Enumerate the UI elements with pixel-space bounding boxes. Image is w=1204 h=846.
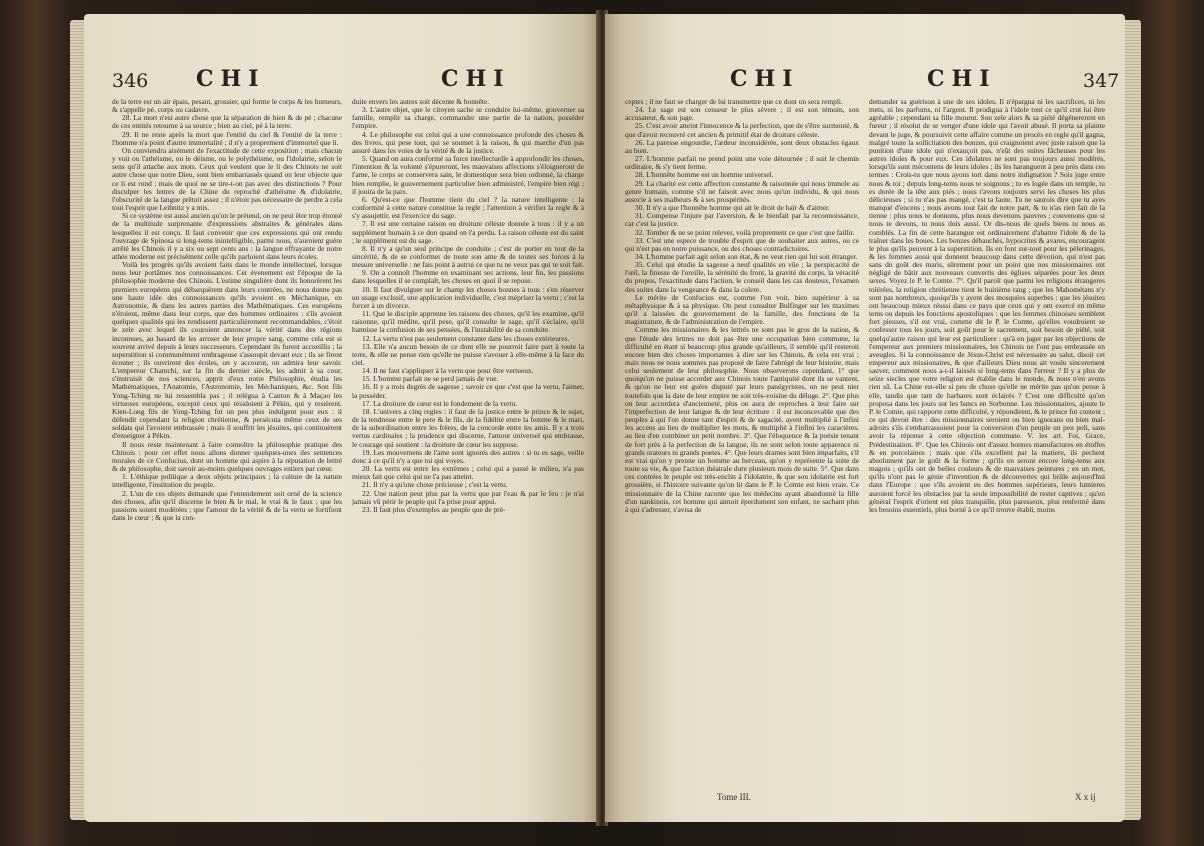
paragraph: 21. Il n'y a qu'une chose précieuse ; c'est la vertu. xyxy=(362,480,508,490)
paragraph: 32. Tomber & ne se point relever, voilà proprement ce que c'est que faillir. xyxy=(635,227,855,237)
paragraph: 22. Une nation peut plus par la vertu que par l'eau & par le feu : je n'ai jamais vû périr le peuple qui l'a prise pour appui. xyxy=(352,488,584,506)
paragraph: 18. L'univers a cinq regles : il faut de la justice entre le prince & le sujet, de la tendresse entre le pere & le fils, de la fidélité entre la femme & le mari, de la subordination entre les frères, de la concorde entre les amis. Il y a trois vertus cardinales ; la prudence qui discerne, l'amour universel qui embrasse, le courage qui soutient : la droiture de cœur les suppose. xyxy=(352,406,584,449)
paragraph: 9. On a connoît l'homme en examinant ses actions, leur fin, les passions dans lesquelles il se complaît, les choses en quoi il se repose. xyxy=(352,268,584,286)
right-page-column-1 xyxy=(625,98,859,788)
paragraph: 3. L'autre objet, que le citoyen sache se conduire lui-même, gouverner sa famille, remplir sa charge, commander une partie de la nation, posséder l'empire. xyxy=(352,105,584,131)
right-header-word-1: CHI xyxy=(730,66,800,92)
paragraph: 25. C'est avoir atteint l'innocence & la perfection, que de s'être surmonté, & que d'avoir recouvré cet ancien & primitif état de droiture céleste. xyxy=(625,121,859,139)
paragraph: 35. Celui qui étudie la sagesse a neuf qualités en vûe ; la perspicacité de l'œil, la finesse de l'oreille, la sérénité du front, la gravité du corps, la véracité du propos, l'exactitude dans l'action, le conseil dans les cas douteux, l'examen des suites dans la vengeance & dans la colere. xyxy=(625,260,859,294)
paragraph: duite envers les autres soit décente & honnête. xyxy=(352,98,490,106)
paragraph: 30. Il n'y a que l'honnête homme qui ait le droit de haïr & d'aimer. xyxy=(635,203,830,213)
paragraph: 27. L'homme parfait ne prend point une voie détournée ; il suit le chemin ordinaire, & s'y tient ferme. xyxy=(625,154,859,172)
paragraph: 24. Le sage est son censeur le plus sévere ; il est son témoin, son accusateur, & son juge. xyxy=(625,105,859,123)
paragraph: demander sa guérison à une de ses idoles. Il n'épargna ni les sacrifices, ni les mets, ni les parfums, ni l'argent. Il prodigua à l'idole tout ce qu'il crut lui être agréable ; cependant sa fille mourut. Son zele alors & sa piété dégénererent en fureur ; il résolut de se venger d'une idole qui l'avoit abusé. Il porta sa plainte devant le juge, & poursuivit cette affaire comme un procès en regle qu'il gagna, malgré toute la sollicitation des bonzes, qui craignoient avec juste raison que la punition d'une idole qui n'exauçoit pas, n'eût des suites fâcheuses pour les autres idoles & pour eux. Ces idolatres ne sont pas toujours aussi modérés, lorsqu'ils sont mécontens de leurs idoles ; ils les haranguent à peu près dans ces termes : Crois-tu que nous ayons tort dans notre indignation ? Sois juge entre nous & toi ; depuis long-tems nous te soignons ; tu es logée dans un temple, tu es dorée de la tête aux piés ; nous t'avons toujours servi les choses les plus délicieuses ; si tu n'as pas mangé, c'est ta faute. Tu ne saurois dire que tu ayes manqué d'encens ; nous avons tout fait de notre part, & tu n'as rien fait de la tienne : plus nous te donnons, plus nous devenons pauvres ; convenons que si nous te devons, tu nous dois aussi. Or dis-nous de quels biens tu nous as comblés. La fin de cette harangue est ordinairement d'abattre l'idole & de la traîner dans les boues. Les bonzes débauchés, hypocrites & avares, encouragent le plus qu'ils peuvent à la superstition. Ils en font sur-tout pour les pélerinages, & les femmes aussi qui donnent beaucoup dans cette dévotion, qui n'est pas sans du goût des maris, sûrement pour un point que nos missionnaires ont négligé de bâtir aux nouveaux convertis des églises séparées pour les deux sexes. Voyez le P. le Comte. 7°. Qu'il paroît que parmi les religions étrangeres tolérées, la religion chrétienne tient le huitième rang ; que les Mahométans n'y sont pas nombreux, quoiqu'ils y ayent des mosquées superbes : que les jésuites ont beaucoup mieux réussi dans ce pays que ceux qui y ont exercé en même tems ou depuis les fonctions apostoliques : que les femmes chinoises semblent fort pieuses, s'il est vrai, comme dit le P. le Comte, qu'elles voudroient se confesser tous les jours, soit goût pour le sacrement, soit besoin de piété, soit quelqu'autre raison qui leur est particuliere : qu'à en juger par les objections de l'empereur aux premiers missionnaires, les Chinois ne l'ont pas embrassée en aveugles. Si la connoissance de Jésus-Christ est nécessaire au salut, disoit cet empereur aux missionaires, & que d'ailleurs Dieu nous ait voulu sincerement sauver, comment nous a-t-il laissés si long-tems dans l'erreur ? Il y a plus de seize siecles que votre religion est établie dans le monde, & nous n'en avons rien sû. La Chine est-elle si peu de chose qu'elle ne mérite pas qu'on pense à elle, tandis que tant de barbares sont éclairés ? C'est une difficulté qu'on proposa dans les jours sur les bancs en Sorbonne. Les missionnaires, ajoute le P. le Comte, qui rapporte cette difficulté, y répondirent, & le prince fut content ; ce qui devoit être : des missionnaires seroient ou bien ignorans ou bien mal-adroits s'ils s'embarrassoient pour la conversion d'un peuple un peu poli, sans avoir la réponse à cette objection commune. V. les art. Foi, Grace, Prédestination. 8°. Que les Chinois ont d'assez bonnes manufactures en étoffes & en porcelaines ; mais que s'ils excellent par la matiere, ils pechent absolument par le goût & la forme ; qu'ils en seront encore long-tems aux magots ; qu'ils ont de belles couleurs & de mauvaises peintures ; en un mot, qu'ils n'ont pas le génie d'invention & de découvertes qui brille aujourd'hui dans l'Europe : que s'ils avoient eu des hommes supérieurs, leurs lumieres auroient forcé les obstacles par la seule impossibilité de rester captives ; qu'en général l'esprit d'orient est plus tranquille, plus paresseux, plus renfermé dans les besoins essentiels, plus borné à ce qu'il trouve établi, moins xyxy=(869,98,1105,514)
paragraph: ceptes ; il ne faut se charger de lui transmettre que ce dont on sera rempli. xyxy=(625,98,843,106)
paragraph: Comme les missionaires & les lettrés ne sont pas le gros de la nation, & que l'étude des lettres ne doit pas être une occupation bien commune, la difficulté en étant si beaucoup plus grande qu'ailleurs, il semble qu'il resteroit encore bien des choses importantes à dire sur les Chinois, & cela est vrai ; mais nous ne nous sommes pas proposé de faire l'abrégé de leur histoire, mais celui seulement de leur philosophie. Nous observerons cependant, 1° que quoiqu'on ne puisse accorder aux Chinois toute l'antiquité dont ils se vantent, & qu'on ne leur est guère disputé par leurs panégyristes, on ne peut nier toutefois que la date de leur empire ne soit très-voisine du déluge. 2°. Que plus on leur accordera d'ancienneté, plus on aura de reproches à leur faire sur l'imperfection de leur langue & de leur écriture : il est inconcevable que des peuples à qui l'on donne tant d'esprit & de sagacité, ayent multiplié à l'infini les accens au lieu de multiplier les mots, & multiplié à l'infini les caractères, au lieu d'en combiner un petit nombre. 3°. Que l'éloquence & la poésie tenant de fort près à la perfection de la langue, ils ne sont selon toute apparence ni grands orateurs ni grands poetes. 4°. Que leurs drames sont bien imparfaits, s'il est vrai qu'on y prenne un homme au berceau, qu'on y représente la suite de toute sa vie, & que l'action théatrale dure plusieurs mois de suite. 5°. Que dans ces contrées le peuple est très-enclin à l'idolatrie, & que son idolatrie est fort grossière, si l'histoire suivante qu'on lit dans le P. le Comte est bien vraie. Ce missionnaire de la Chine raconte que les médecins ayant abandonné la fille d'un nankinois, cet homme qui aimoit éperdument son enfant, ne sachant plus à qui s'adresser, s'avisa de xyxy=(625,325,859,514)
left-header-word-1: CHI xyxy=(196,66,266,92)
left-page-number: 346 xyxy=(112,70,149,92)
paragraph: 4. Le philosophe est celui qui a une connoissance profonde des choses & des livres, qui pese tout, qui se soumet à la raison, & qui marche d'un pas assuré dans les voies de la vérité & de la justice. xyxy=(352,129,584,155)
paragraph: 15. L'homme parfait ne se perd jamais de vue. xyxy=(362,374,499,384)
right-page xyxy=(605,14,1125,822)
right-page-header xyxy=(605,66,1125,96)
paragraph: 1. L'éthique politique a deux objets principaux ; la culture de la nature intelligente, l'institution du peuple. xyxy=(112,472,342,490)
paragraph: 5. Quand on aura conformé sa force intellectuelle à approfondir les choses, l'intention & la volonté s'épureront, les mauvaises affections s'éloigneront de l'ame, le corps se conservera sain, le domestique sera bien ordonné, la charge bien remplie, le gouvernement particulier bien administré, l'empire bien régi ; il jouira de la paix. xyxy=(352,154,584,196)
paragraph: 13. Elle n'a aucun besoin de ce dont elle ne pourroit faire part à toute la terre, & elle ne pense rien qu'elle ne puisse s'avouer à elle-même à la face du ciel. xyxy=(352,341,584,367)
paragraph: 7. Il est une certaine raison ou droiture céleste donnée à tous : il y a un supplément humain à ce don quand on l'a perdu. La raison céleste est du saint ; le supplément est du sage. xyxy=(352,219,584,245)
paragraph: 31. Compense l'injure par l'aversion, & le bienfait par la reconnoissance, car c'est la justice. xyxy=(625,211,859,229)
left-header-word-2: CHI xyxy=(441,66,511,92)
paragraph: de la terre est un air épais, pesant, grossier, qui forme le corps & les humeurs, & s'appelle pé, corps ou cadavre. xyxy=(112,98,342,115)
right-header-word-2: CHI xyxy=(927,66,997,92)
paragraph: 6. Qu'est-ce que l'homme tient du ciel ? la nature intelligente : la conformité à cette nature constitue la regle ; l'attention à vérifier la regle & à s'y assujettir, est l'exercice du sage. xyxy=(352,194,584,221)
paragraph: 26. La paresse engourdie, l'ardeur inconsidérée, sont deux obstacles égaux au bien. xyxy=(625,137,859,155)
left-page-header xyxy=(84,66,599,96)
paragraph: 10. Il faut divulguer sur le champ les choses bonnes à tous : s'en réserver un usage exclusif, une application individuelle, c'est mépriser la vertu ; c'est la forcer à un divorce. xyxy=(352,284,584,310)
paragraph: 29. La charité est cette affection constante & raisonnée qui nous immole au genre humain, comme s'il ne faisoit avec nous qu'un individu, & qui nous associe à ses malheurs & à ses prospérités. xyxy=(625,178,859,204)
paragraph: 28. La mort n'est autre chose que la séparation de bien & de pé ; chacune de ces entités retourne à sa source ; bien au ciel, pé à la terre. xyxy=(112,113,342,131)
left-page xyxy=(84,14,599,822)
paragraph: 12. La vertu n'est pas seulement constante dans les choses extérieures. xyxy=(362,333,570,343)
paragraph: 29. Il ne reste après la mort que l'entité du ciel & l'entité de la terre : l'homme n'a point d'autre immortalité ; il n'y a proprement d'immortel que li. xyxy=(112,129,342,147)
right-page-column-2 xyxy=(869,98,1105,788)
footer-tome: Tome III. xyxy=(717,792,751,802)
paragraph: Voilà les progrès qu'ils avoient faits dans le monde intellectuel, lorsque nous leur portâmes nos connoissances. Cet évenement est l'époque de la philosophie moderne des Chinois. L'estime singulière dont ils honorèrent les premiers européens qui débarquèrent dans leurs contrées, ne nous donne pas une haute idée des connoissances qu'ils avoient en Méchanique, en Astronomie, & dans les autres parties des Mathématiques. Ces européens n'étoient, même dans leur corps, que des hommes ordinaires : s'ils avoient quelques qualités qui les rendissent particulièrement recommandables, c'étoit le zele avec lequel ils couroient annoncer la vérité dans des régions inconnues, au hasard de les arroser de leur propre sang, comme cela est si souvent arrivé depuis à leurs successeurs. Cependant ils furent accueillis ; la superstition si communément ombrageuse s'assoupit devant eux ; ils se firent écouter ; ils ouvrirent des écoles, on y accourut, on admira leur savoir. L'empereur Chamchi, sur la fin du dernier siècle, les admit à sa cour, s'instruisit de nos sciences, apprit d'eux notre Philosophie, étudia les Mathématiques, l'Anatomie, l'Astronomie, les Méchaniques, &c. Son fils Yong-Tching ne lui ressembla pas ; il relégua à Canton & à Maçao les virtuoses européens, excepté ceux qui résidoient à Pékin, qui y restèrent. Kien-Long fils de Yong-Tching fut un peu plus indulgent pour eux : il défendit cependant la religion chrétienne, & persécuta même ceux de ses soldats qui l'avoient embrassée ; mais il souffrit les jésuites, qui continuèrent d'enseigner à Pékin. xyxy=(112,260,342,441)
left-page-column-2 xyxy=(352,98,584,803)
paragraph: 14. Il ne faut s'appliquer à la vertu que pour être vertueux. xyxy=(362,366,534,376)
paragraph: 2. L'un de ces objets demande que l'entendement soit orné de la science des choses, afin qu'il discerne le bien & le mal, le vrai & le faux ; que les passions soient modérées ; que l'amour de la vérité & de la vertu se fortifient dans le cœur ; & que la con- xyxy=(112,488,342,522)
paragraph: Il nous reste maintenant à faire connoître la philosophie pratique des Chinois : pour cet effet nous allons donner quelques-unes des sentences morales de ce Confucius, dont un homme qui aspire à la réputation de lettré & de philosophe, doit savoir au-moins quelques ouvrages entiers par cœur. xyxy=(112,439,342,474)
paragraph: 20. La vertu est entre les extrèmes ; celui qui a passé le milieu, n'a pas mieux fait que celui qui ne l'a pas atteint. xyxy=(352,464,584,482)
paragraph: 23. Il faut plus d'exemples au peuple que de pré- xyxy=(362,504,506,514)
paragraph: 11. Que le disciple apprenne les raisons des choses, qu'il les examine, qu'il raisonne, qu'il médite, qu'il pese, qu'il consulte le sage, qu'il s'éclaire, qu'il bannisse la confusion de ses pensées, & l'instabilité de sa conduite. xyxy=(352,309,584,335)
paragraph: 34. L'homme parfait agit selon son état, & ne veut rien qui lui soit étranger. xyxy=(635,251,858,261)
paragraph: 16. Il y a trois degrés de sagesse ; savoir ce que c'est que la vertu, l'aimer, la posséder. xyxy=(352,382,584,400)
left-page-column-1 xyxy=(112,98,342,803)
paragraph: 19. Les mouvemens de l'ame sont ignorés des autres : si tu es sage, veille donc à ce qu'il n'y a que toi qui voyes. xyxy=(352,447,584,465)
paragraph: 33. C'est une espece de trouble d'esprit que de souhaiter aux autres, ou ce qui n'est pas en notre puissance, ou des choses contradictoires. xyxy=(625,235,859,253)
paragraph: Si ce système est aussi ancien qu'on le prétend, on ne peut être trop étonné de la multitude surprenante d'expressions abstraites & générales dans lesquelles il est conçu. Il faut convenir que ces expressions qui ont rendu l'ouvrage de Spinosa si long-tems inintelligible, parmi nous, n'auroient guère arrêté les Chinois il y a six ou sept cents ans : la langue effrayante de notre athée moderne est précisément celle qu'ils parloient dans leurs écoles. xyxy=(112,211,342,261)
paragraph: Le mérite de Confucius est, comme l'on voit, bien supérieur à sa métaphysique & à sa physique. On peut consulter Bulfinger sur les maximes qu'il a laissées du gouvernement de la famille, des fonctions de la magistrature, & de l'administration de l'empire. xyxy=(625,292,859,327)
paragraph: 8. Il n'y a qu'un seul principe de conduite ; c'est de porter en tout de la sincérité, & de se conformer de toute son ame & de toutes ses forces à la mesure universelle : ne fais point à autrui ce que tu ne veux pas qui te soit fait. xyxy=(352,243,584,270)
page-edges-right xyxy=(1123,20,1141,820)
footer-signature: X x ij xyxy=(1075,792,1096,802)
paragraph: 28. L'honnête homme est un homme universel. xyxy=(635,170,774,180)
paragraph: 17. La droiture de cœur est le fondement de la vertu. xyxy=(362,398,518,408)
right-page-number: 347 xyxy=(1083,70,1120,92)
paragraph: On conviendra aisément de l'exactitude de cette exposition ; mais chacun y voit ou l'athéisme, ou le déisme, ou le polythéisme, ou l'idolatrie, selon le sens qu'il attache aux mots. Ceux qui veulent que le li des Chinois ne soit autre chose que notre Dieu, sont bien embarrassés quand on leur objecte que ce li est rond : mais de quoi ne se tire-t-on pas avec des distinctions ? Pour disculper les lettres de la Chine du reproché d'athéisme & d'idolatrie, l'obscurité de la langue prêtoit assez ; il n'étoit pas nécessaire de perdre à cela tout l'esprit que Leibnitz y a mis. xyxy=(112,145,342,213)
